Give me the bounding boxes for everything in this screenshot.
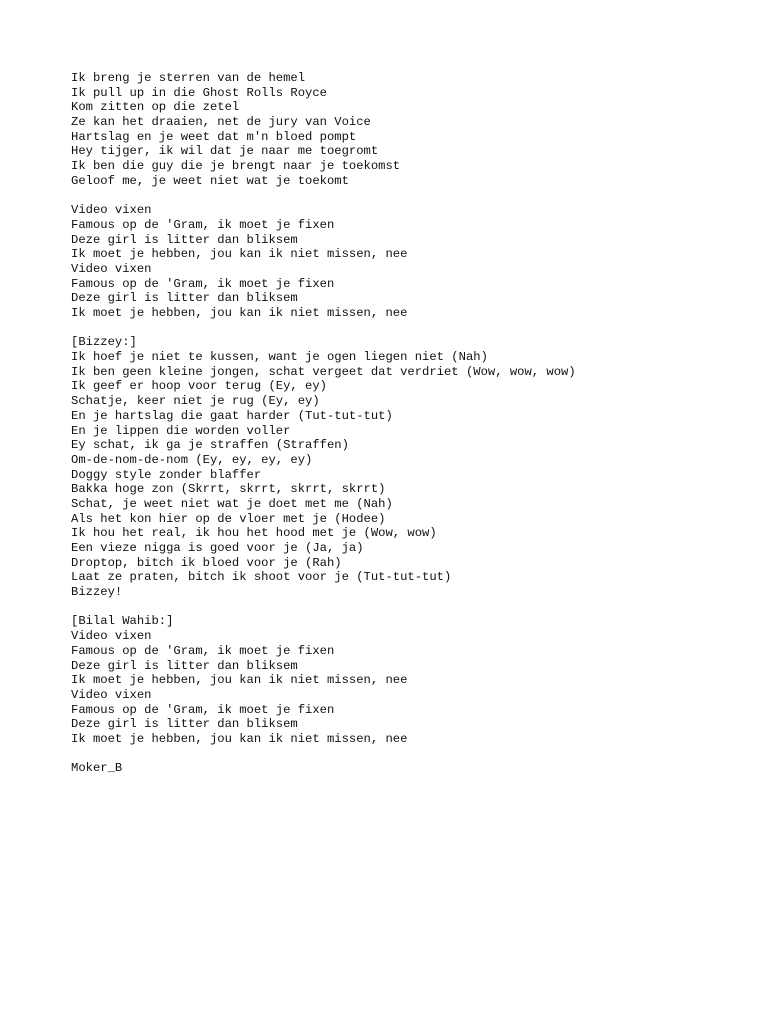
lyric-line: Hey tijger, ik wil dat je naar me toegromt [71, 144, 379, 159]
lyric-line: Video vixen [71, 261, 152, 276]
lyric-line: Geloof me, je weet niet wat je toekomt [71, 173, 349, 188]
lyric-line: Deze girl is litter dan bliksem [71, 717, 298, 732]
lyric-line: En je lippen die worden voller [71, 423, 291, 438]
stanza-gap [71, 747, 751, 762]
lyric-line: Video vixen [71, 629, 152, 644]
lyric-line: Ik moet je hebben, jou kan ik niet missen, nee [71, 731, 408, 746]
lyric-line: [Bilal Wahib:] [71, 614, 174, 629]
lyric-line: Ik geef er hoop voor terug (Ey, ey) [71, 379, 327, 394]
stanza [71, 203, 751, 321]
lyric-line: Kom zitten op die zetel [71, 100, 240, 115]
lyric-line: En je hartslag die gaat harder (Tut-tut-tut) [71, 408, 393, 423]
lyrics-body [71, 71, 751, 776]
lyric-line: Ik moet je hebben, jou kan ik niet missen, nee [71, 673, 408, 688]
lyric-line: Bizzey! [71, 585, 123, 600]
lyric-line: Deze girl is litter dan bliksem [71, 658, 298, 673]
lyric-line: Deze girl is litter dan bliksem [71, 232, 298, 247]
lyric-line: Als het kon hier op de vloer met je (Hodee) [71, 511, 386, 526]
lyric-line: Famous op de 'Gram, ik moet je fixen [71, 643, 335, 658]
lyric-line: Schat, je weet niet wat je doet met me (Nah) [71, 496, 393, 511]
lyric-line: Ik moet je hebben, jou kan ik niet missen, nee [71, 247, 408, 262]
lyric-line: Ik hoef je niet te kussen, want je ogen liegen niet (Nah) [71, 350, 488, 365]
stanza [71, 71, 751, 189]
lyric-line: Moker_B [71, 761, 123, 776]
stanza-gap [71, 600, 751, 615]
lyric-line: Doggy style zonder blaffer [71, 467, 262, 482]
lyric-line: Een vieze nigga is goed voor je (Ja, ja) [71, 541, 364, 555]
stanza-gap [71, 321, 751, 336]
lyric-line: Video vixen [71, 203, 152, 218]
lyric-line: Droptop, bitch ik bloed voor je (Rah) [71, 555, 342, 570]
lyrics-document [71, 71, 751, 776]
lyric-line: Video vixen [71, 687, 152, 702]
lyric-line: Famous op de 'Gram, ik moet je fixen [71, 217, 335, 232]
lyric-line: Hartslag en je weet dat m'n bloed pompt [71, 129, 357, 144]
lyric-line: Ey schat, ik ga je straffen (Straffen) [71, 438, 349, 453]
lyric-line: Ik breng je sterren van de hemel [71, 71, 306, 85]
lyric-line: Ik ben geen kleine jongen, schat vergeet dat verdriet (Wow, wow, wow) [71, 364, 576, 379]
lyric-line: Om-de-nom-de-nom (Ey, ey, ey, ey) [71, 452, 313, 467]
stanza [71, 761, 751, 776]
lyric-line: Ik ben die guy die je brengt naar je toekomst [71, 159, 401, 174]
lyric-line: Deze girl is litter dan bliksem [71, 291, 298, 306]
lyric-line: [Bizzey:] [71, 335, 137, 350]
stanza-gap [71, 189, 751, 204]
lyric-line: Ze kan het draaien, net de jury van Voice [71, 115, 371, 130]
lyric-line: Ik hou het real, ik hou het hood met je (Wow, wow) [71, 526, 437, 541]
lyric-line: Famous op de 'Gram, ik moet je fixen [71, 702, 335, 717]
lyric-line: Schatje, keer niet je rug (Ey, ey) [71, 394, 320, 409]
lyric-line: Bakka hoge zon (Skrrt, skrrt, skrrt, skrrt) [71, 482, 386, 497]
lyric-line: Laat ze praten, bitch ik shoot voor je (Tut-tut-tut) [71, 570, 452, 585]
lyric-line: Ik pull up in die Ghost Rolls Royce [71, 85, 327, 100]
lyric-line: Famous op de 'Gram, ik moet je fixen [71, 276, 335, 291]
lyric-line: Ik moet je hebben, jou kan ik niet missen, nee [71, 306, 408, 320]
stanza [71, 335, 751, 599]
stanza [71, 614, 751, 746]
